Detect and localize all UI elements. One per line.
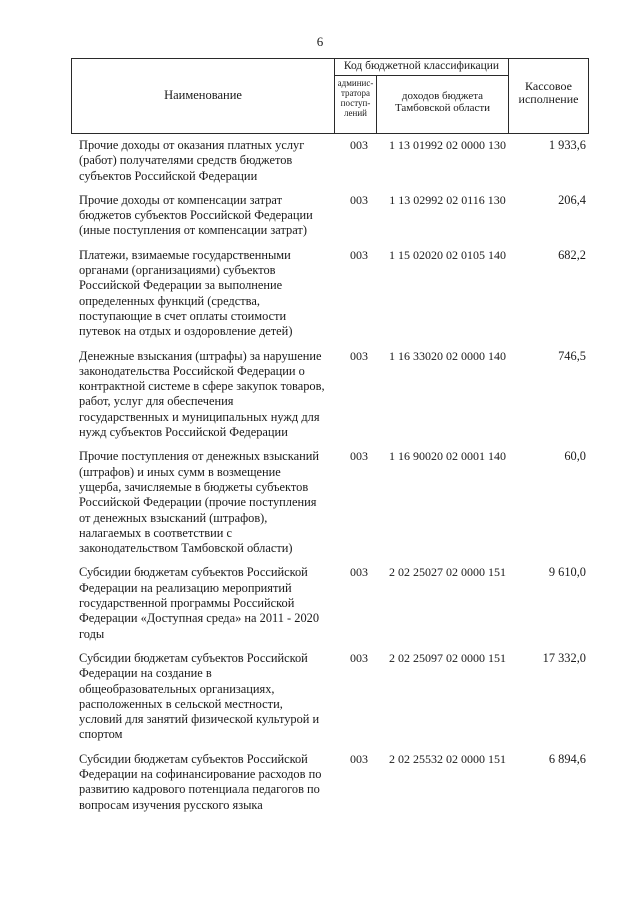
row-income-code: 2 02 25027 02 0000 151 [389, 565, 506, 580]
header-administrator-line: лений [344, 107, 367, 118]
row-income-code: 2 02 25532 02 0000 151 [389, 751, 506, 766]
table-header [71, 58, 589, 134]
row-income-code: 1 16 90020 02 0001 140 [389, 449, 506, 464]
header-border-bottom [71, 133, 589, 134]
row-name: Прочие доходы от оказания платных услуг (работ) получателями средств бюджетов субъектов Российской Федерации [79, 138, 305, 183]
row-amount: 206,4 [558, 192, 586, 207]
table-row [0, 752, 640, 813]
row-admin-code: 003 [350, 247, 368, 262]
header-border-top [71, 58, 589, 59]
header-income-line: Тамбовской области [394, 102, 491, 115]
row-amount: 6 894,6 [548, 751, 586, 766]
table-body [0, 138, 640, 822]
row-name: Субсидии бюджетам субъектов Российской Федерации на софинансирование расходов по развитию кадрового потенциала педагогов по вопросам изучения русского языка [79, 751, 322, 812]
row-name: Субсидии бюджетам субъектов Российской Федерации на реализацию мероприятий государственной программы Российской Федерации «Доступная среда» на 2011 - 2020 годы [79, 565, 320, 641]
row-name: Субсидии бюджетам субъектов Российской Федерации на создание в общеобразовательных организациях, расположенных в сельской местности, условий для занятий физической культурой и спортом [79, 650, 320, 742]
row-amount: 17 332,0 [542, 650, 586, 665]
page-number: 6 [316, 34, 324, 49]
row-admin-code: 003 [350, 565, 368, 580]
row-name: Прочие доходы от компенсации затрат бюджетов субъектов Российской Федерации (иные поступления от компенсации затрат) [79, 192, 313, 238]
header-name: Наименование [164, 88, 242, 102]
row-name: Прочие поступления от денежных взысканий (штрафов) и иных сумм в возмещение ущерба, зачисляемые в бюджеты субъектов Российской Федерации (прочие поступления от денежных взысканий (штрафов), налагаемых в соответствии с законодательством Тамбовской области) [79, 449, 320, 556]
row-admin-code: 003 [350, 138, 368, 152]
header-cash-line: исполнение [518, 92, 579, 107]
row-admin-code: 003 [350, 192, 368, 207]
table-row [0, 449, 640, 556]
table-row [0, 349, 640, 441]
row-amount: 1 933,6 [548, 138, 586, 152]
header-border-right [588, 58, 589, 134]
table-row [0, 565, 640, 641]
header-administrator-line: тратора [340, 87, 371, 98]
row-amount: 9 610,0 [548, 565, 586, 580]
row-name: Денежные взыскания (штрафы) за нарушение законодательства Российской Федерации о контрактной системе в сфере закупок товаров, работ, услуг для обеспечения государственных и муниципальных нужд для нужд субъектов Российской Федерации [79, 348, 325, 440]
header-administrator-line: админис- [337, 78, 374, 88]
header-income [377, 90, 508, 114]
header-cash-line: Кассовое [525, 79, 572, 93]
header-administrator [335, 79, 376, 119]
header-income-line: доходов бюджета [401, 90, 484, 102]
row-income-code: 1 13 02992 02 0116 130 [389, 192, 506, 207]
row-admin-code: 003 [350, 348, 368, 363]
row-amount: 746,5 [558, 348, 586, 363]
table-row [0, 193, 640, 239]
row-admin-code: 003 [350, 449, 368, 464]
header-administrator-line: поступ- [340, 97, 371, 108]
row-amount: 60,0 [564, 449, 586, 464]
row-name: Платежи, взимаемые государственными органами (организациями) субъектов Российской Федерации за выполнение определенных функций (средства, поступающие в счет оплаты стоимости путевок на отдых и оздоровление детей) [79, 247, 293, 339]
header-budget-classification: Код бюджетной классификации [343, 60, 500, 72]
table-row [0, 138, 640, 184]
row-admin-code: 003 [350, 751, 368, 766]
header-divider-classification [334, 75, 508, 76]
table-row [0, 248, 640, 340]
header-cash [509, 80, 588, 106]
row-amount: 682,2 [558, 247, 586, 262]
row-admin-code: 003 [350, 650, 368, 665]
row-income-code: 1 13 01992 02 0000 130 [389, 138, 506, 152]
row-income-code: 1 16 33020 02 0000 140 [389, 348, 506, 363]
table-row [0, 651, 640, 743]
row-income-code: 1 15 02020 02 0105 140 [389, 247, 506, 262]
row-income-code: 2 02 25097 02 0000 151 [389, 650, 506, 665]
